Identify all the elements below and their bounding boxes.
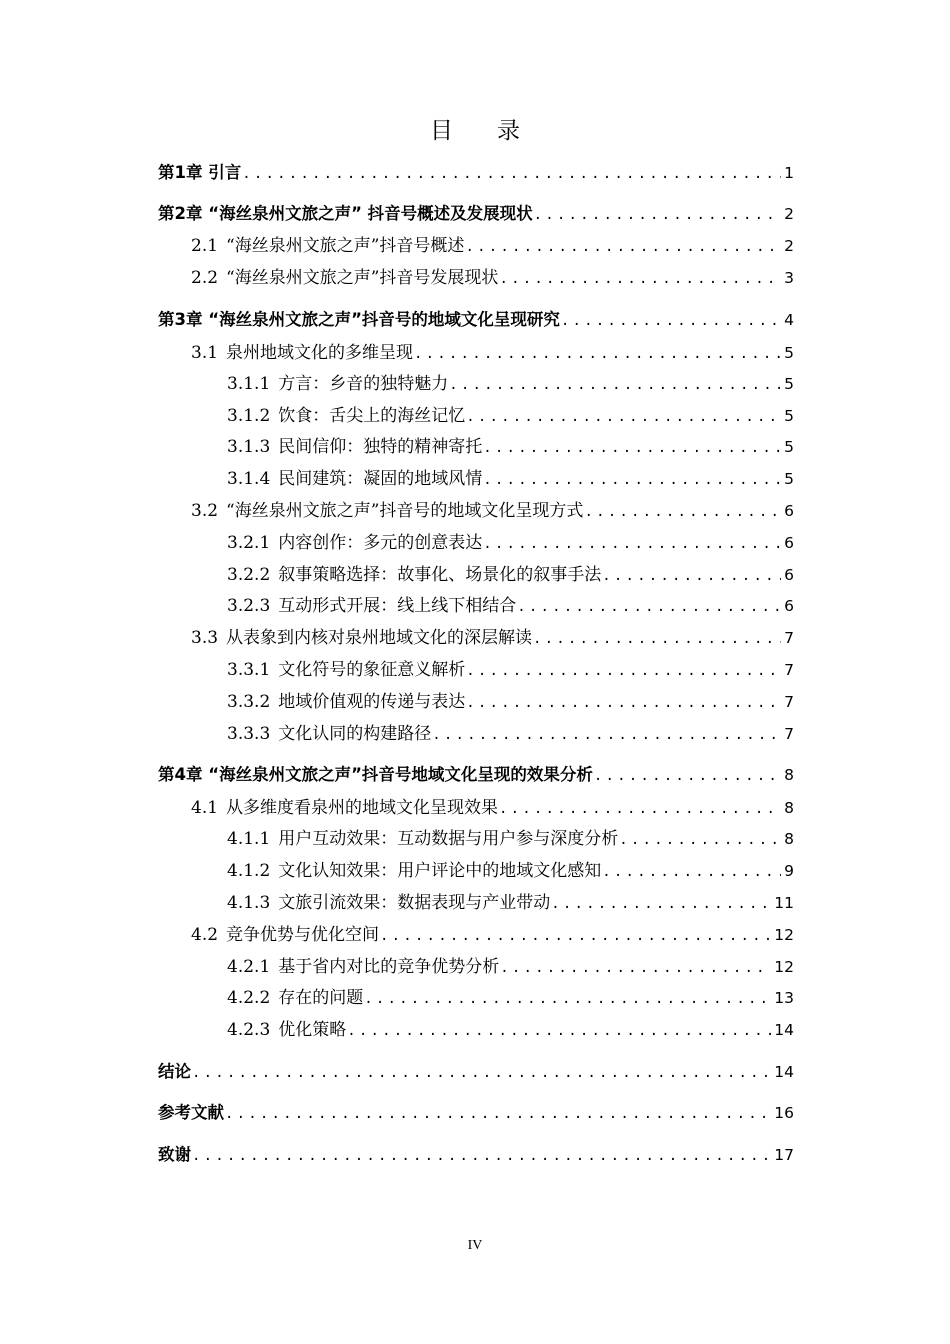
toc-label: 地域价值观的传递与表达 [278,692,466,712]
toc-entry-3-2-3[interactable] [227,593,794,619]
dot-leader [192,1060,771,1086]
dot-leader [483,531,781,557]
toc-entry-3-3-1[interactable] [227,657,794,683]
toc-number: 3.2.2 [227,565,271,585]
toc-label: 基于省内对比的竞争优势分析 [278,957,500,977]
toc-label: 第3章 “海丝泉州文旅之声”抖音号的地域文化呈现研究 [158,310,560,329]
toc-number: 4.2.1 [227,957,271,977]
toc-entry-3-1[interactable] [191,340,794,366]
toc-page: 5 [784,407,794,425]
dot-leader [602,859,781,885]
toc-number: 3.2 [191,501,219,521]
toc-page: 6 [784,502,794,520]
toc-label: 文化符号的象征意义解析 [278,660,466,680]
toc-page: 2 [784,205,794,223]
toc-page: 17 [774,1146,794,1164]
toc-entry-3-3-2[interactable] [227,689,794,715]
toc-label: “海丝泉州文旅之声”抖音号的地域文化呈现方式 [226,501,584,521]
toc-page: 7 [784,725,794,743]
toc-page: 6 [784,534,794,552]
toc-page: 1 [784,164,794,182]
toc-number: 2.2 [191,268,219,288]
dot-leader [517,594,781,620]
toc-number: 3.3 [191,628,219,648]
toc-number: 3.1.2 [227,406,271,426]
toc-number: 3.3.2 [227,692,271,712]
toc-label: 饮食：舌尖上的海丝记忆 [278,406,466,426]
toc-label: “海丝泉州文旅之声”抖音号概述 [226,236,465,256]
toc-label: 竞争优势与优化空间 [226,925,380,945]
toc-entry-3-3[interactable] [191,625,794,651]
toc-entry-3-1-1[interactable] [227,371,794,397]
toc-page: 3 [784,269,794,287]
dot-leader [225,1101,771,1127]
toc-entry-4-1-3[interactable] [227,890,794,916]
toc-label: 泉州地域文化的多维呈现 [226,343,414,363]
toc-entry-4-2[interactable] [191,922,794,948]
dot-leader [466,404,781,430]
toc-label: “海丝泉州文旅之声”抖音号发展现状 [226,268,499,288]
toc-entry-4-1-1[interactable] [227,826,794,852]
toc-entry-3-2-1[interactable] [227,530,794,556]
dot-leader [551,891,771,917]
page-number-footer: IV [467,1238,483,1253]
toc-label: 民间信仰：独特的精神寄托 [278,437,483,457]
toc-entry-3-3-3[interactable] [227,721,794,747]
toc-number: 3.3.3 [227,724,271,744]
toc-entry-4-2-2[interactable] [227,985,794,1011]
toc-label: 从表象到内核对泉州地域文化的深层解读 [226,628,533,648]
dot-leader [619,827,781,853]
toc-label: 方言：乡音的独特魅力 [278,374,449,394]
toc-number: 4.2 [191,925,219,945]
toc-page: 14 [774,1063,794,1081]
toc-page: 5 [784,344,794,362]
dot-leader [364,986,771,1012]
toc-label: 文化认知效果：用户评论中的地域文化感知 [278,861,602,881]
toc-entry-conclusion[interactable] [158,1059,794,1085]
toc-entry-ch3[interactable] [158,307,794,333]
dot-leader [483,435,781,461]
toc-page: 11 [774,894,794,912]
dot-leader [192,1143,771,1169]
toc-title-char-2: 录 [497,118,520,144]
dot-leader [594,763,781,789]
toc-page: 6 [784,597,794,615]
dot-leader [432,722,781,748]
dot-leader [465,234,781,260]
toc-label: 文化认同的构建路径 [278,724,432,744]
toc-label: 致谢 [158,1145,191,1164]
dot-leader [602,563,781,589]
toc-number: 4.1.2 [227,861,271,881]
toc-number: 4.1.3 [227,893,271,913]
dot-leader [483,467,781,493]
dot-leader [499,796,781,822]
dot-leader [561,308,781,334]
dot-leader [533,626,781,652]
toc-label: 从多维度看泉州的地域文化呈现效果 [226,798,499,818]
toc-label: 用户互动效果：互动数据与用户参与深度分析 [278,829,619,849]
toc-number: 3.1.4 [227,469,271,489]
toc-number: 4.1 [191,798,219,818]
toc-entry-ch4[interactable] [158,762,794,788]
toc-label: 第2章 “海丝泉州文旅之声” 抖音号概述及发展现状 [158,204,533,223]
dot-leader [449,372,781,398]
toc-entry-3-1-3[interactable] [227,434,794,460]
toc-label: 互动形式开展：线上线下相结合 [278,596,517,616]
toc-label: 内容创作：多元的创意表达 [278,533,483,553]
toc-page: 2 [784,237,794,255]
dot-leader [380,923,771,949]
toc-entry-4-2-3[interactable] [227,1017,794,1043]
toc-entry-ch1[interactable] [158,160,794,186]
toc-page: 5 [784,375,794,393]
toc-label: 叙事策略选择：故事化、场景化的叙事手法 [278,565,602,585]
toc-page: 8 [784,830,794,848]
toc-page: 12 [774,958,794,976]
toc-label: 第4章 “海丝泉州文旅之声”抖音号地域文化呈现的效果分析 [158,765,593,784]
dot-leader [347,1018,771,1044]
toc-entry-references[interactable] [158,1100,794,1126]
toc-label: 结论 [158,1062,191,1081]
toc-label: 参考文献 [158,1103,224,1122]
dot-leader [534,202,781,228]
toc-entry-2-2[interactable] [191,265,794,291]
toc-page: 7 [784,661,794,679]
toc-number: 3.2.3 [227,596,271,616]
dot-leader [499,266,781,292]
toc-page: 6 [784,566,794,584]
dot-leader [242,161,781,187]
dot-leader [414,341,781,367]
toc-label: 存在的问题 [278,988,364,1008]
toc-title-char-1: 目 [430,118,453,144]
toc-page: 8 [784,766,794,784]
toc-entry-4-2-1[interactable] [227,954,794,980]
dot-leader [466,690,781,716]
toc-entry-3-2-2[interactable] [227,562,794,588]
toc-page: 4 [784,311,794,329]
toc-page: 14 [774,1021,794,1039]
toc-entry-2-1[interactable] [191,233,794,259]
toc-number: 4.1.1 [227,829,271,849]
dot-leader [584,499,781,525]
toc-number: 3.1 [191,343,219,363]
toc-page: 12 [774,926,794,944]
toc-entry-ch2[interactable] [158,201,794,227]
toc-number: 4.2.3 [227,1020,271,1040]
toc-entry-4-1[interactable] [191,795,794,821]
toc-entry-3-2[interactable] [191,498,794,524]
toc-page: 8 [784,799,794,817]
toc-number: 2.1 [191,236,219,256]
toc-page: 5 [784,470,794,488]
toc-label: 民间建筑：凝固的地域风情 [278,469,483,489]
toc-entry-acknowledgements[interactable] [158,1142,794,1168]
toc-number: 3.3.1 [227,660,271,680]
dot-leader [466,658,781,684]
toc-label: 优化策略 [278,1020,347,1040]
dot-leader [500,955,771,981]
toc-entry-3-1-4[interactable] [227,466,794,492]
toc-page: 5 [784,438,794,456]
toc-page: 9 [784,862,794,880]
toc-page: 16 [774,1104,794,1122]
toc-page: 7 [784,629,794,647]
toc-page: 7 [784,693,794,711]
toc-number: 3.2.1 [227,533,271,553]
toc-number: 4.2.2 [227,988,271,1008]
toc-number: 3.1.1 [227,374,271,394]
toc-page: 13 [774,989,794,1007]
toc-number: 3.1.3 [227,437,271,457]
toc-label: 文旅引流效果：数据表现与产业带动 [278,893,551,913]
toc-label: 第1章 引言 [158,163,242,182]
toc-entry-3-1-2[interactable] [227,403,794,429]
toc-entry-4-1-2[interactable] [227,858,794,884]
